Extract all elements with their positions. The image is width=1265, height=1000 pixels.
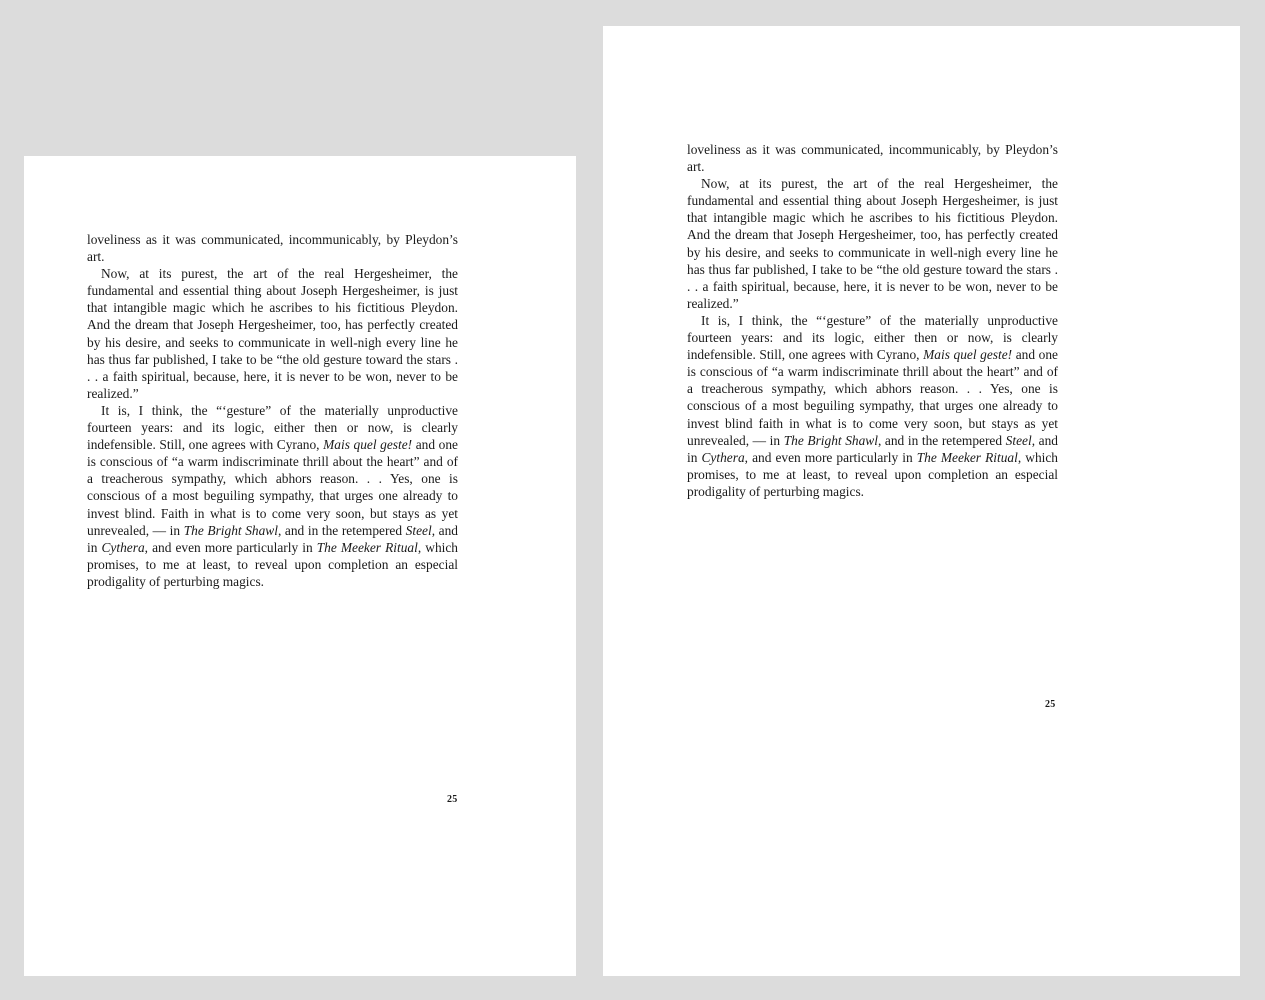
text-run: , and in the retempered: [277, 522, 406, 538]
italic-title-text: The Bright Shawl: [183, 522, 278, 538]
italic-title-text: The Bright Shawl: [783, 432, 878, 448]
italic-title-text: Steel: [405, 522, 432, 538]
italic-title-text: The Meeker Ritual: [916, 449, 1018, 465]
italic-title-text: The Meeker Ritual: [316, 539, 418, 555]
text-run: , which promises, to me at least, to reveal upon completion an especial prodigality of perturbing magics.: [687, 449, 1058, 499]
italic-title-text: Mais quel geste!: [323, 437, 413, 453]
text-run: , and in: [87, 522, 458, 555]
page-number: 25: [1045, 699, 1056, 710]
text-run: , and even more particularly in: [144, 539, 317, 555]
paragraph: [687, 175, 1058, 312]
text-run: , and in: [687, 432, 1058, 465]
italic-title-text: Cythera: [701, 449, 745, 465]
text-run: loveliness as it was communicated, incommunicably, by Pleydon’s art.: [687, 142, 1058, 175]
text-run: It is, I think, the “‘gesture” of the materially unproductive fourteen years: and its logic, either then or now, is clearly indefensible. Still, one agrees with Cyrano,: [87, 402, 458, 453]
paragraph: [87, 265, 458, 402]
paragraph: [87, 402, 458, 590]
body-text: [687, 141, 1058, 500]
paragraph: [687, 141, 1058, 175]
paragraph: [87, 231, 458, 265]
italic-title-text: Cythera: [101, 539, 145, 555]
text-run: and one is conscious of “a warm indiscriminate thrill about the heart” and of a treacherous sympathy, which abhors reason. . . Yes, one is conscious of a most beguiling sympathy, that urges one already to invest blind. Faith in what is to come very soon, but stays as yet unrevealed, — in: [87, 437, 458, 538]
page-number: 25: [447, 794, 458, 805]
text-run: and one is conscious of “a warm indiscriminate thrill about the heart” and of a treacherous sympathy, which abhors reason. . . Yes, one is conscious of a most beguiling sympathy, that urges one already to invest blind faith in what is to come very soon, but stays as yet unrevealed, — in: [687, 347, 1058, 448]
text-run: , and even more particularly in: [744, 449, 917, 465]
text-run: loveliness as it was communicated, incommunicably, by Pleydon’s art.: [87, 232, 458, 265]
paragraph: [687, 312, 1058, 500]
page-left: [24, 156, 576, 976]
text-run: Now, at its purest, the art of the real Hergesheimer, the fundamental and essential thing about Joseph Hergesheimer, is just that intangible magic which he ascribes to his fictitious Pleydon. And the dream that Joseph Hergesheimer, too, has perfectly created by his desire, and seeks to communicate in well-nigh every line he has thus far published, I take to be “the old gesture toward the stars . . . a faith spiritual, because, here, it is never to be won, never to be realized.”: [87, 266, 458, 401]
italic-title-text: Mais quel geste!: [923, 347, 1013, 363]
text-run: It is, I think, the “‘gesture” of the materially unproductive fourteen years: and its logic, either then or now, is clearly indefensible. Still, one agrees with Cyrano,: [687, 312, 1058, 363]
page-right: [603, 26, 1240, 976]
body-text: [87, 231, 458, 590]
text-run: Now, at its purest, the art of the real Hergesheimer, the fundamental and essential thing about Joseph Hergesheimer, is just that intangible magic which he ascribes to his fictitious Pleydon. And the dream that Joseph Hergesheimer, too, has perfectly created by his desire, and seeks to communicate in well-nigh every line he has thus far published, I take to be “the old gesture toward the stars . . . a faith spiritual, because, here, it is never to be won, never to be realized.”: [687, 176, 1058, 311]
text-run: , which promises, to me at least, to reveal upon completion an especial prodigality of perturbing magics.: [87, 539, 458, 589]
italic-title-text: Steel: [1005, 432, 1032, 448]
text-run: , and in the retempered: [877, 432, 1006, 448]
